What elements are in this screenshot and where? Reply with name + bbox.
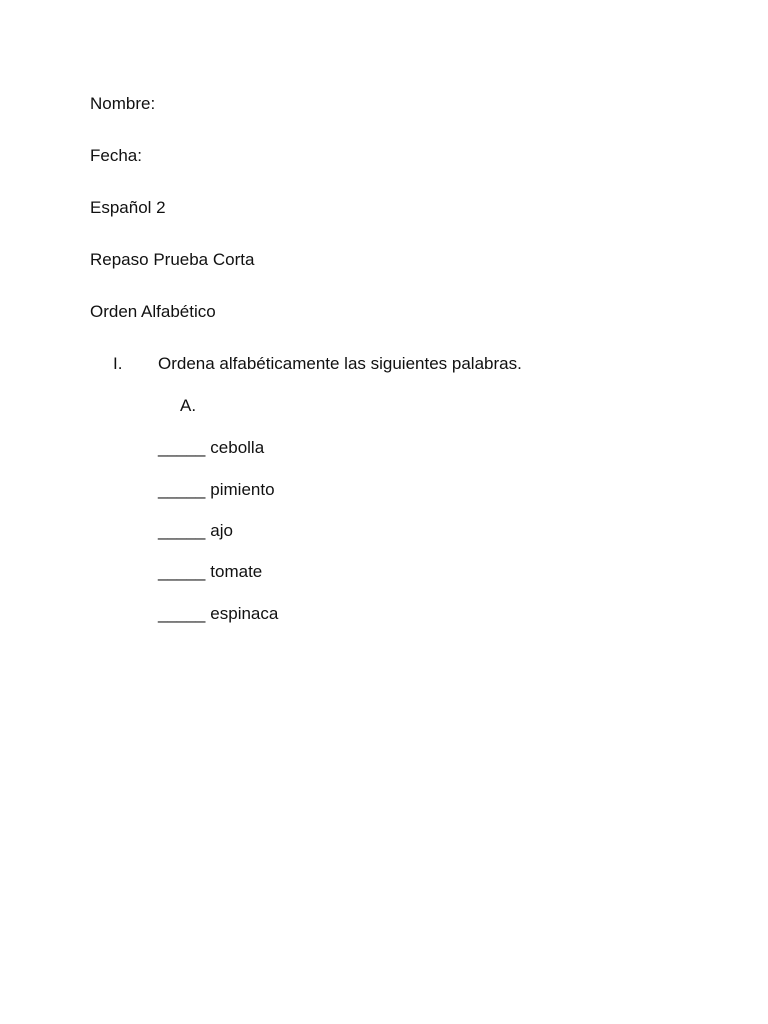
list-item: [158, 480, 275, 500]
list-item: [158, 604, 278, 624]
name-label: Nombre:: [90, 94, 156, 113]
section-instruction: Ordena alfabéticamente las siguientes palabras.: [158, 354, 522, 373]
word-label: espinaca: [210, 604, 279, 623]
word-label: pimiento: [210, 480, 275, 499]
answer-blank: _____: [158, 480, 206, 499]
word-label: ajo: [210, 521, 233, 540]
date-label: Fecha:: [90, 146, 142, 165]
answer-blank: _____: [158, 521, 206, 540]
topic-title: Orden Alfabético: [90, 302, 216, 321]
list-item: [158, 562, 262, 582]
list-item: [158, 438, 264, 458]
subsection-label: A.: [180, 396, 197, 415]
word-label: cebolla: [210, 438, 265, 457]
list-item: [158, 521, 233, 541]
answer-blank: _____: [158, 562, 206, 581]
document-title: Repaso Prueba Corta: [90, 250, 255, 269]
class-name: Español 2: [90, 198, 166, 217]
section-number: I.: [113, 354, 123, 373]
answer-blank: _____: [158, 438, 206, 457]
word-label: tomate: [210, 562, 263, 581]
answer-blank: _____: [158, 604, 206, 623]
